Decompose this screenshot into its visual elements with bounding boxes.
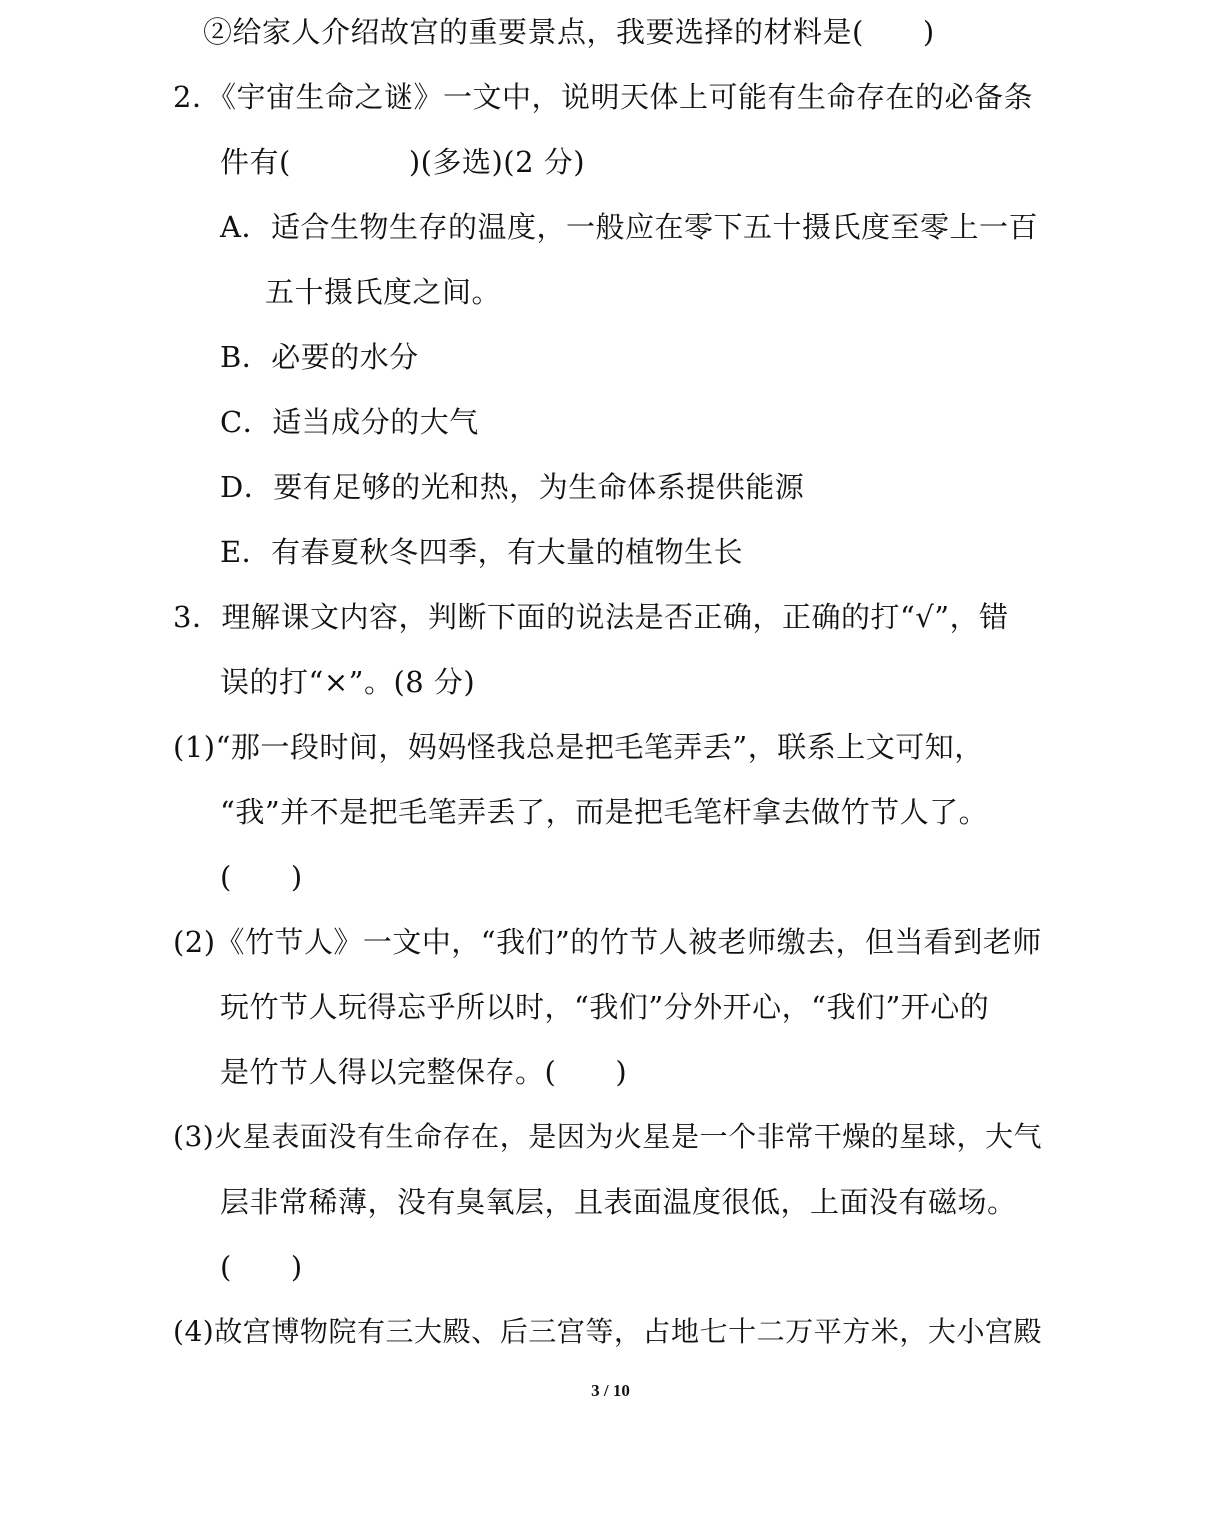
- item-4-line-1: (4)故宫博物院有三大殿、后三宫等，占地七十二万平方米，大小宫殿: [173, 1315, 1043, 1348]
- text-line-1: ②给家人介绍故宫的重要景点，我要选择的材料是( ): [203, 15, 935, 49]
- question-2-line-2: 件有( )(多选)(2 分): [220, 145, 586, 179]
- item-2-line-1: (2)《竹节人》一文中，“我们”的竹节人被老师缴去，但当看到老师: [173, 925, 1042, 959]
- option-a-line-2: 五十摄氏度之间。: [265, 275, 502, 309]
- item-3-line-1: (3)火星表面没有生命存在，是因为火星是一个非常干燥的星球，大气: [173, 1120, 1043, 1153]
- option-c: C．适当成分的大气: [220, 405, 479, 439]
- item-1-line-2: “我”并不是把毛笔弄丢了，而是把毛笔杆拿去做竹节人了。: [220, 795, 989, 829]
- item-2-line-2: 玩竹节人玩得忘乎所以时，“我们”分外开心，“我们”开心的: [220, 990, 990, 1024]
- item-3-line-2: 层非常稀薄，没有臭氧层，且表面温度很低，上面没有磁场。: [220, 1185, 1017, 1219]
- option-e: E．有春夏秋冬四季，有大量的植物生长: [220, 535, 744, 569]
- question-3-line-2: 误的打“×”。(8 分): [220, 665, 476, 699]
- item-2-line-3: 是竹节人得以完整保存。( ): [220, 1055, 628, 1089]
- page-number: 3 / 10: [591, 1381, 630, 1400]
- option-d: D．要有足够的光和热，为生命体系提供能源: [220, 470, 805, 504]
- question-3-line-1: 3．理解课文内容，判断下面的说法是否正确，正确的打“√”，错: [173, 600, 1009, 634]
- item-3-answer: ( ): [220, 1250, 303, 1284]
- option-b: B．必要的水分: [220, 340, 419, 374]
- item-1-answer: ( ): [220, 860, 303, 894]
- question-2-line-1: 2．《宇宙生命之谜》一文中，说明天体上可能有生命存在的必备条: [173, 80, 1033, 114]
- item-1-line-1: (1)“那一段时间，妈妈怪我总是把毛笔弄丢”，联系上文可知，: [173, 730, 984, 764]
- option-a-line-1: A．适合生物生存的温度，一般应在零下五十摄氏度至零上一百: [220, 210, 1038, 244]
